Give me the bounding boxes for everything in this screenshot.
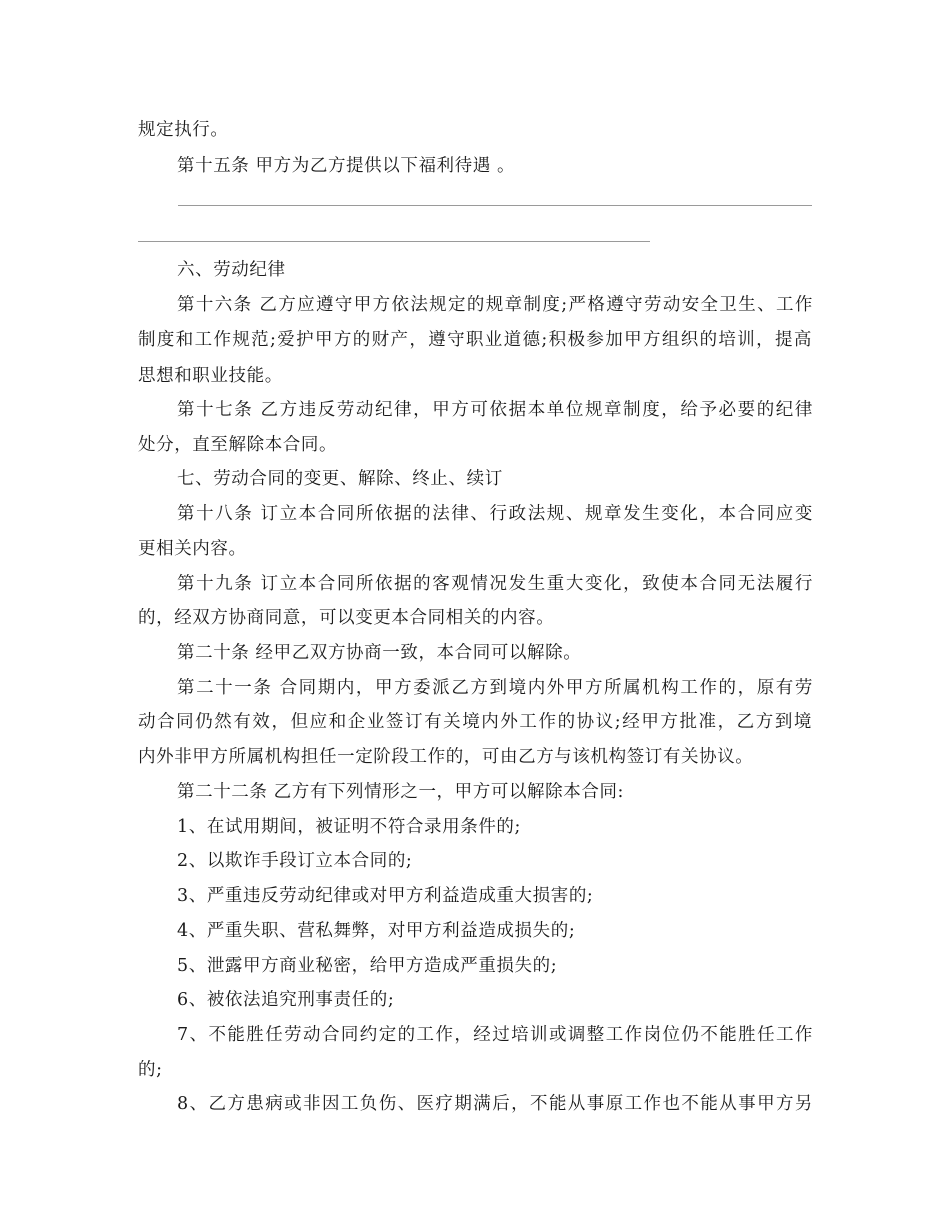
section-heading: 六、劳动纪律 <box>177 260 286 280</box>
clause-15: 第十五条 甲方为乙方提供以下福利待遇 。 <box>177 156 516 176</box>
text-line: 思想和职业技能。 <box>138 366 283 386</box>
text-line: 制度和工作规范;爱护甲方的财产，遵守职业道德;积极参加甲方组织的培训，提高 <box>138 330 812 350</box>
section-heading: 七、劳动合同的变更、解除、终止、续订 <box>177 469 503 489</box>
list-item: 3、严重违反劳动纪律或对甲方利益造成重大损害的; <box>177 886 594 906</box>
clause-22: 第二十二条 乙方有下列情形之一，甲方可以解除本合同: <box>177 782 625 802</box>
list-item: 6、被依法追究刑事责任的; <box>177 990 395 1010</box>
text-line: 的，经双方协商同意，可以变更本合同相关的内容。 <box>138 608 555 628</box>
list-item: 1、在试用期间，被证明不符合录用条件的; <box>177 817 522 837</box>
list-item: 8、乙方患病或非因工负伤、医疗期满后，不能从事原工作也不能从事甲方另 <box>177 1094 813 1114</box>
list-item: 2、以欺诈手段订立本合同的; <box>177 851 413 871</box>
clause-18: 第十八条 订立本合同所依据的法律、行政法规、规章发生变化，本合同应变 <box>177 504 813 524</box>
list-item: 4、严重失职、营私舞弊，对甲方利益造成损失的; <box>177 921 576 941</box>
clause-21: 第二十一条 合同期内，甲方委派乙方到境内外甲方所属机构工作的，原有劳 <box>177 678 813 698</box>
text-line: 规定执行。 <box>138 120 229 140</box>
text-line: 的; <box>138 1060 163 1080</box>
clause-17: 第十七条 乙方违反劳动纪律，甲方可依据本单位规章制度，给予必要的纪律 <box>177 400 813 420</box>
blank-fill-line <box>178 205 812 206</box>
list-item: 5、泄露甲方商业秘密，给甲方造成严重损失的; <box>177 956 558 976</box>
blank-fill-line <box>138 241 650 242</box>
clause-20: 第二十条 经甲乙双方协商一致，本合同可以解除。 <box>177 643 582 663</box>
clause-19: 第十九条 订立本合同所依据的客观情况发生重大变化，致使本合同无法履行 <box>177 574 813 594</box>
text-line: 动合同仍然有效，但应和企业签订有关境内外工作的协议;经甲方批准，乙方到境 <box>138 712 812 732</box>
text-line: 处分，直至解除本合同。 <box>138 435 338 455</box>
text-line: 内外非甲方所属机构担任一定阶段工作的，可由乙方与该机构签订有关协议。 <box>138 747 754 767</box>
clause-16: 第十六条 乙方应遵守甲方依法规定的规章制度;严格遵守劳动安全卫生、工作 <box>177 295 813 315</box>
text-line: 更相关内容。 <box>138 539 247 559</box>
list-item: 7、不能胜任劳动合同约定的工作，经过培训或调整工作岗位仍不能胜任工作 <box>177 1025 813 1045</box>
